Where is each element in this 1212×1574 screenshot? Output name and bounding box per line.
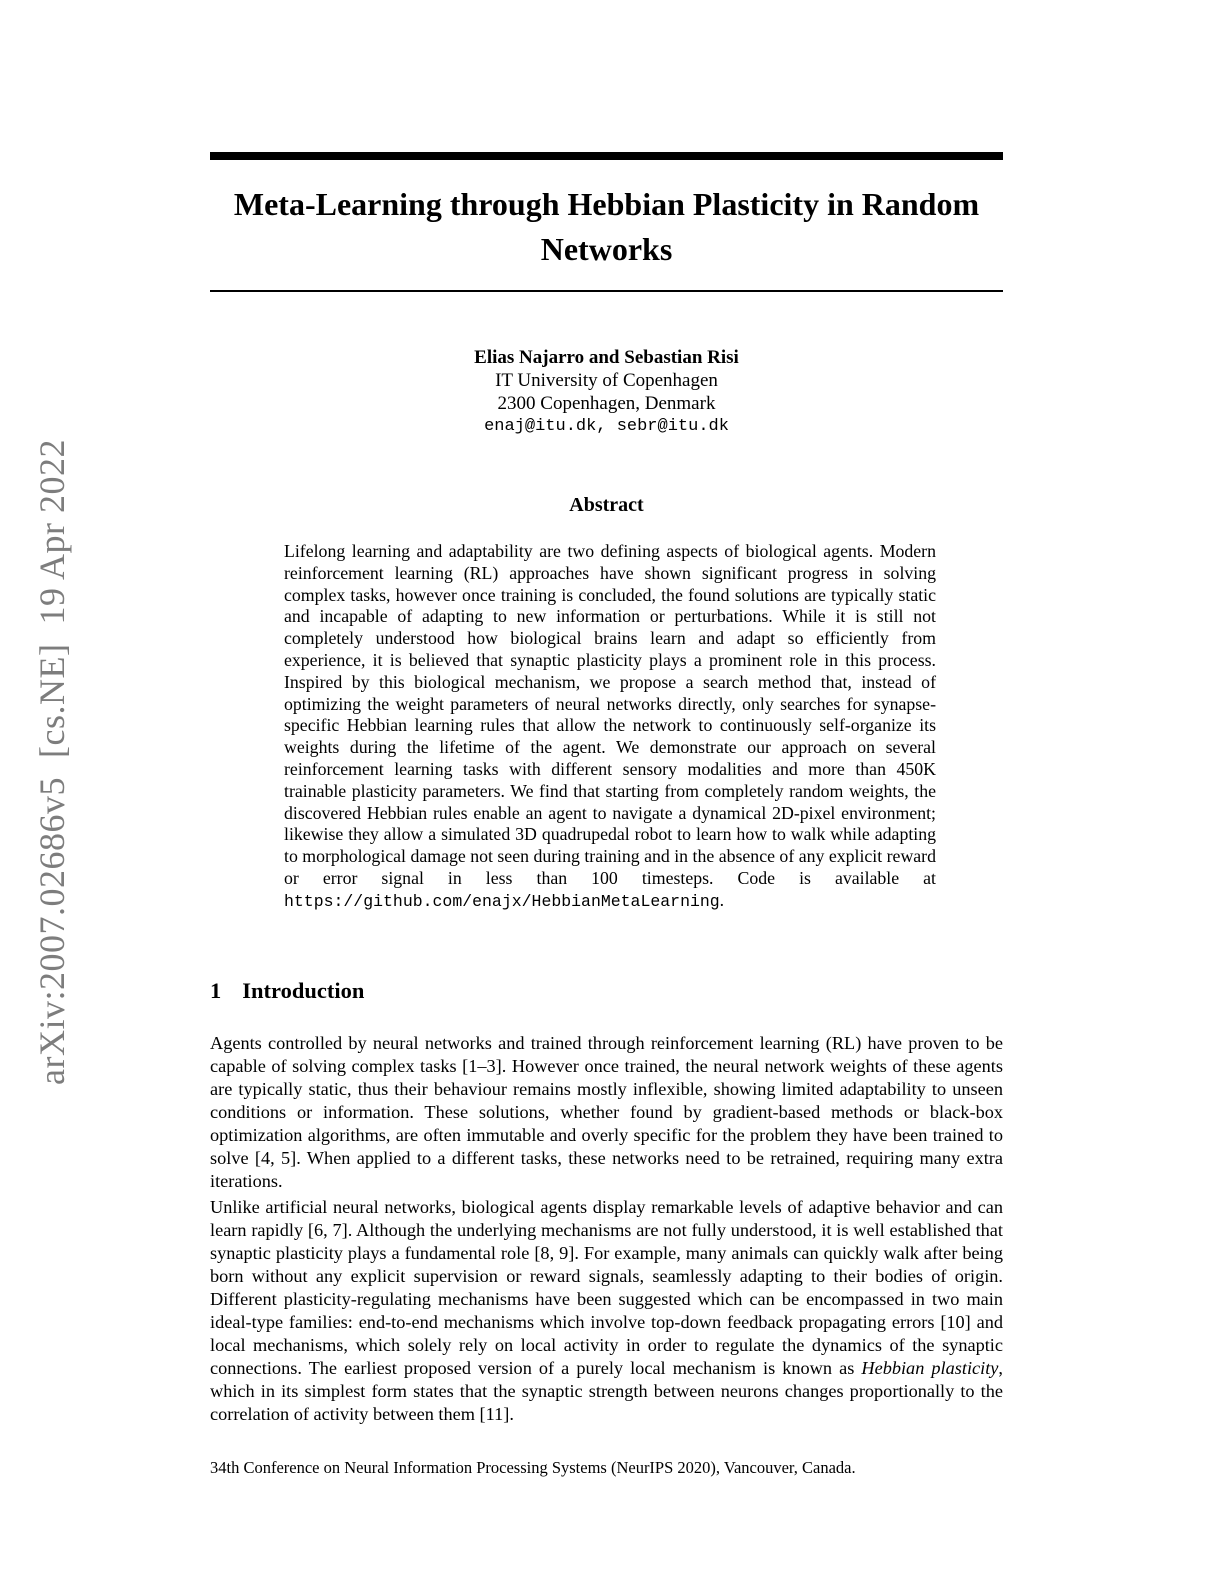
abstract-body-text: Lifelong learning and adaptability are two defining aspects of biological agents. Modern reinforcement learning (RL) approaches have shown significant progress in solving complex tasks, however once training is concluded, the found solutions are typically static and incapable of adapting to new information or perturbations. While it is still not completely understood how biological brains learn and adapt so efficiently from experience, it is believed that synaptic plasticity plays a prominent role in this process. Inspired by this biological mechanism, we propose a search method that, instead of optimizing the weight parameters of neural networks directly, only searches for synapse-specific Hebbian learning rules that allow the network to continuously self-organize its weights during the lifetime of the agent. We demonstrate our approach on several reinforcement learning tasks with different sensory modalities and more than 450K trainable plasticity parameters. We find that starting from completely random weights, the discovered Hebbian rules enable an agent to navigate a dynamical 2D-pixel environment; likewise they allow a simulated 3D quadrupedal robot to learn how to walk while adapting to morphological damage not seen during training and in the absence of any explicit reward or error signal in less than 100 timesteps. Code is available at (284, 541, 936, 888)
intro-paragraph-2 (210, 1196, 1003, 1426)
section-number: 1 (210, 978, 222, 1003)
author-names: Elias Najarro and Sebastian Risi (474, 347, 739, 368)
title-rule-top (210, 152, 1003, 160)
abstract-paragraph (284, 541, 936, 913)
section-title: Introduction (242, 978, 365, 1003)
code-repository-url[interactable]: https://github.com/enajx/HebbianMetaLearning (284, 891, 720, 911)
affiliation-line-2: 2300 Copenhagen, Denmark (497, 393, 716, 414)
paper-title: Meta-Learning through Hebbian Plasticity in Random Networks (233, 186, 980, 267)
affiliation-line-1: IT University of Copenhagen (495, 370, 718, 391)
author-emails: enaj@itu.dk, sebr@itu.dk (484, 417, 729, 436)
intro-paragraph-1: Agents controlled by neural networks and trained through reinforcement learning (RL) have proven to be capable of solving complex tasks [1–3]. However once trained, the neural network weights of these agents are typically static, thus their behaviour remains mostly inflexible, showing limited adaptability to unseen conditions or information. These solutions, whether found by gradient-based methods or black-box optimization algorithms, are often immutable and overly specific for the problem they have been trained to solve [4, 5]. When applied to a different tasks, these networks need to be retrained, requiring many extra iterations. (210, 1033, 1003, 1191)
abstract-url-period: . (719, 889, 725, 910)
author-block (210, 346, 1003, 438)
title-rule-bottom (210, 290, 1003, 292)
hebbian-plasticity-italic-term: Hebbian plasticity (861, 1358, 999, 1378)
conference-footnote: 34th Conference on Neural Information Processing Systems (NeurIPS 2020), Vancouver, Canada. (210, 1458, 856, 1477)
abstract-heading: Abstract (569, 494, 644, 516)
intro-paragraph-2-post: , which in its simplest form states that the synaptic strength between neurons changes proportionally to the correlation of activity between them [11]. (210, 1358, 1003, 1424)
section-heading-introduction (210, 978, 1003, 1004)
arxiv-stamp: arXiv:2007.02686v5 [cs.NE] 19 Apr 2022 (32, 439, 72, 1085)
intro-paragraph-2-pre: Unlike artificial neural networks, biological agents display remarkable levels of adaptive behavior and can learn rapidly [6, 7]. Although the underlying mechanisms are not fully understood, it is well established that synaptic plasticity plays a fundamental role [8, 9]. For example, many animals can quickly walk after being born without any explicit supervision or reward signals, seamlessly adapting to their bodies of origin. Different plasticity-regulating mechanisms have been suggested which can be encompassed in two main ideal-type families: end-to-end mechanisms which involve top-down feedback propagating errors [10] and local mechanisms, which solely rely on local activity in order to regulate the dynamics of the synaptic connections. The earliest proposed version of a purely local mechanism is known as (210, 1197, 1003, 1378)
